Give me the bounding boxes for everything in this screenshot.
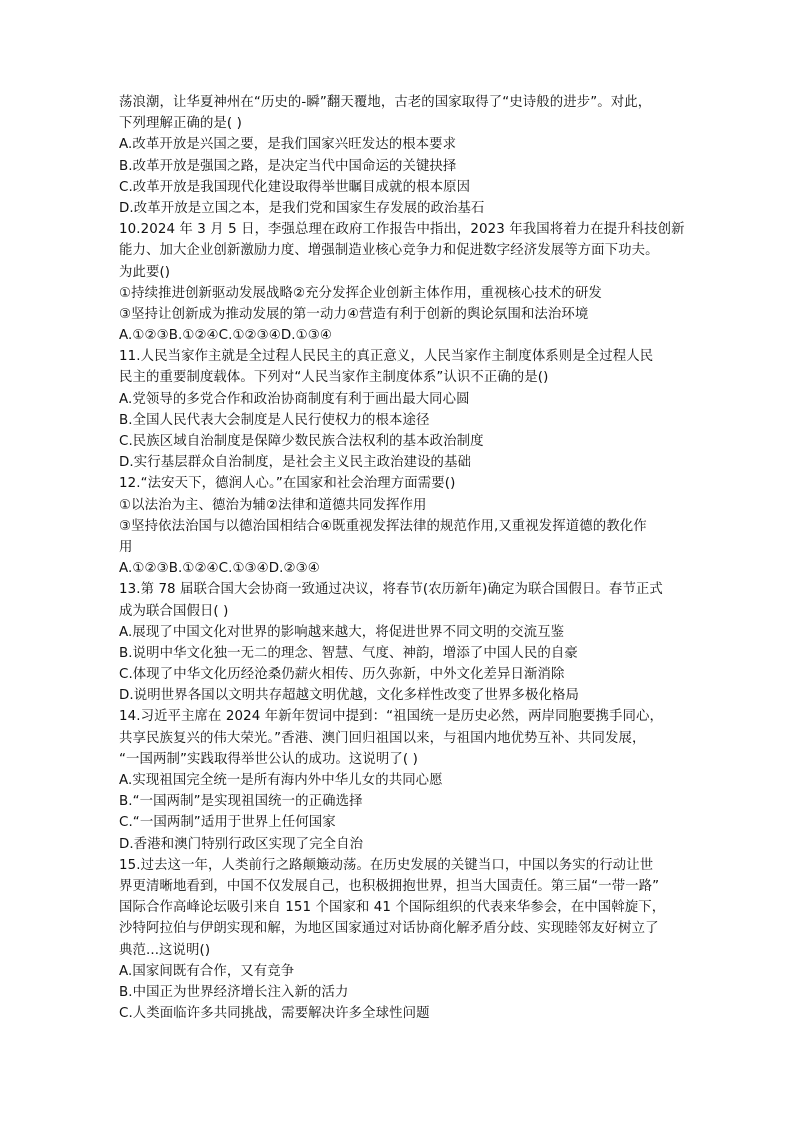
text-line: 典范...这说明() — [119, 942, 211, 958]
option-b: B.中国正为世界经济增长注入新的活力 — [119, 984, 349, 1000]
question-10: 10.2024 年 3 月 5 日，李强总理在政府工作报告中指出，2023 年我国将着力在提升科技创新 — [119, 222, 685, 238]
answer-options: A.①②③B.①②④C.①②③④D.①③④ — [119, 328, 332, 344]
text-line: 共享民族复兴的伟大荣光。”香港、澳门回归祖国以来，与祖国内地优势互补、共同发展， — [119, 730, 646, 746]
option-b: B.改革开放是强国之路，是决定当代中国命运的关键抉择 — [119, 158, 457, 174]
text-line: 下列理解正确的是( ) — [119, 116, 242, 132]
text-line: 用 — [119, 539, 133, 555]
option-c: C.民族区域自治制度是保障少数民族合法权利的基本政治制度 — [119, 434, 484, 449]
text-line: 能力、加大企业创新激励力度、增强制造业核心竞争力和促进数字经济发展等方面下功夫。 — [119, 243, 659, 259]
option-c: C.改革开放是我国现代化建设取得举世瞩目成就的根本原因 — [119, 179, 471, 195]
question-11: 11.人民当家作主就是全过程人民民主的真正意义，人民当家作主制度体系则是全过程人民 — [119, 349, 654, 365]
option-a: A.党领导的多党合作和政治协商制度有利于画出最大同心圆 — [119, 391, 470, 407]
option-b: B.“一国两制”是实现祖国统一的正确选择 — [119, 794, 363, 810]
option-d: D.说明世界各国以文明共存超越文明优越，文化多样性改变了世界多极化格局 — [119, 688, 579, 704]
text-line: 成为联合国假日( ) — [119, 603, 229, 619]
option-a: A.展现了中国文化对世界的影响越来越大，将促进世界不同文明的交流互鉴 — [119, 624, 565, 640]
text-line: 沙特阿拉伯与伊朗实现和解，为地区国家通过对话协商化解矛盾分歧、实现睦邻友好树立了 — [119, 921, 659, 937]
statement-line: ③坚持依法治国与以德治国相结合④既重视发挥法律的规范作用,又重视发挥道德的教化作 — [119, 518, 647, 534]
exam-page — [119, 92, 699, 1024]
option-c: C.体现了中华文化历经沧桑仍薪火相传、历久弥新，中外文化差异日渐消除 — [119, 667, 565, 683]
option-a: A.实现祖国完全统一是所有海内外中华儿女的共同心愿 — [119, 773, 443, 788]
text-line: “一国两制”实践取得举世公认的成功。这说明了( ) — [119, 751, 418, 767]
text-line: 国际合作高峰论坛吸引来自 151 个国家和 41 个国际组织的代表来华参会，在中国斡旋下， — [119, 900, 666, 916]
option-c: C.人类面临许多共同挑战，需要解决许多全球性问题 — [119, 1006, 430, 1022]
option-b: B.全国人民代表大会制度是人民行使权力的根本途径 — [119, 412, 430, 428]
question-15: 15.过去这一年，人类前行之路颠簸动荡。在历史发展的关键当口，中国以务实的行动让世 — [119, 857, 654, 873]
statement-line: ③坚持让创新成为推动发展的第一动力④营造有利于创新的舆论氛围和法治环境 — [119, 306, 589, 322]
question-14: 14.习近平主席在 2024 年新年贺词中提到：“祖国统一是历史必然，两岸同胞要携手同心， — [119, 709, 663, 725]
text-line: 民主的重要制度载体。下列对“人民当家作主制度体系”认识不正确的是() — [119, 370, 549, 386]
option-c: C.“一国两制”适用于世界上任何国家 — [119, 815, 336, 831]
option-b: B.说明中华文化独一无二的理念、智慧、气度、神韵，增添了中国人民的自豪 — [119, 645, 578, 661]
option-d: D.香港和澳门特别行政区实现了完全自治 — [119, 836, 364, 852]
answer-options: A.①②③B.①②④C.①③④D.②③④ — [119, 561, 320, 577]
statement-line: ①以法治为主、德治为辅②法律和道德共同发挥作用 — [119, 497, 427, 513]
option-a: A.改革开放是兴国之要，是我们国家兴旺发达的根本要求 — [119, 137, 457, 153]
text-line: 界更清晰地看到，中国不仅发展自己，也积极拥抱世界，担当大国责任。第三届“一带一路” — [119, 878, 660, 894]
statement-line: ①持续推进创新驱动发展战略②充分发挥企业创新主体作用，重视核心技术的研发 — [119, 285, 602, 301]
question-12: 12.“法安天下，德润人心。”在国家和社会治理方面需要() — [119, 476, 456, 492]
option-a: A.国家间既有合作，又有竞争 — [119, 963, 295, 979]
option-d: D.实行基层群众自治制度，是社会主义民主政治建设的基础 — [119, 455, 472, 471]
text-line: 荡浪潮，让华夏神州在“历史的-瞬”翻天覆地，古老的国家取得了“史诗般的进步”。对此， — [119, 95, 652, 110]
option-d: D.改革开放是立国之本，是我们党和国家生存发展的政治基石 — [119, 200, 485, 216]
question-13: 13.第 78 届联合国大会协商一致通过决议，将春节(农历新年)确定为联合国假日。春节正式 — [119, 582, 663, 598]
text-line: 为此要() — [119, 264, 171, 280]
